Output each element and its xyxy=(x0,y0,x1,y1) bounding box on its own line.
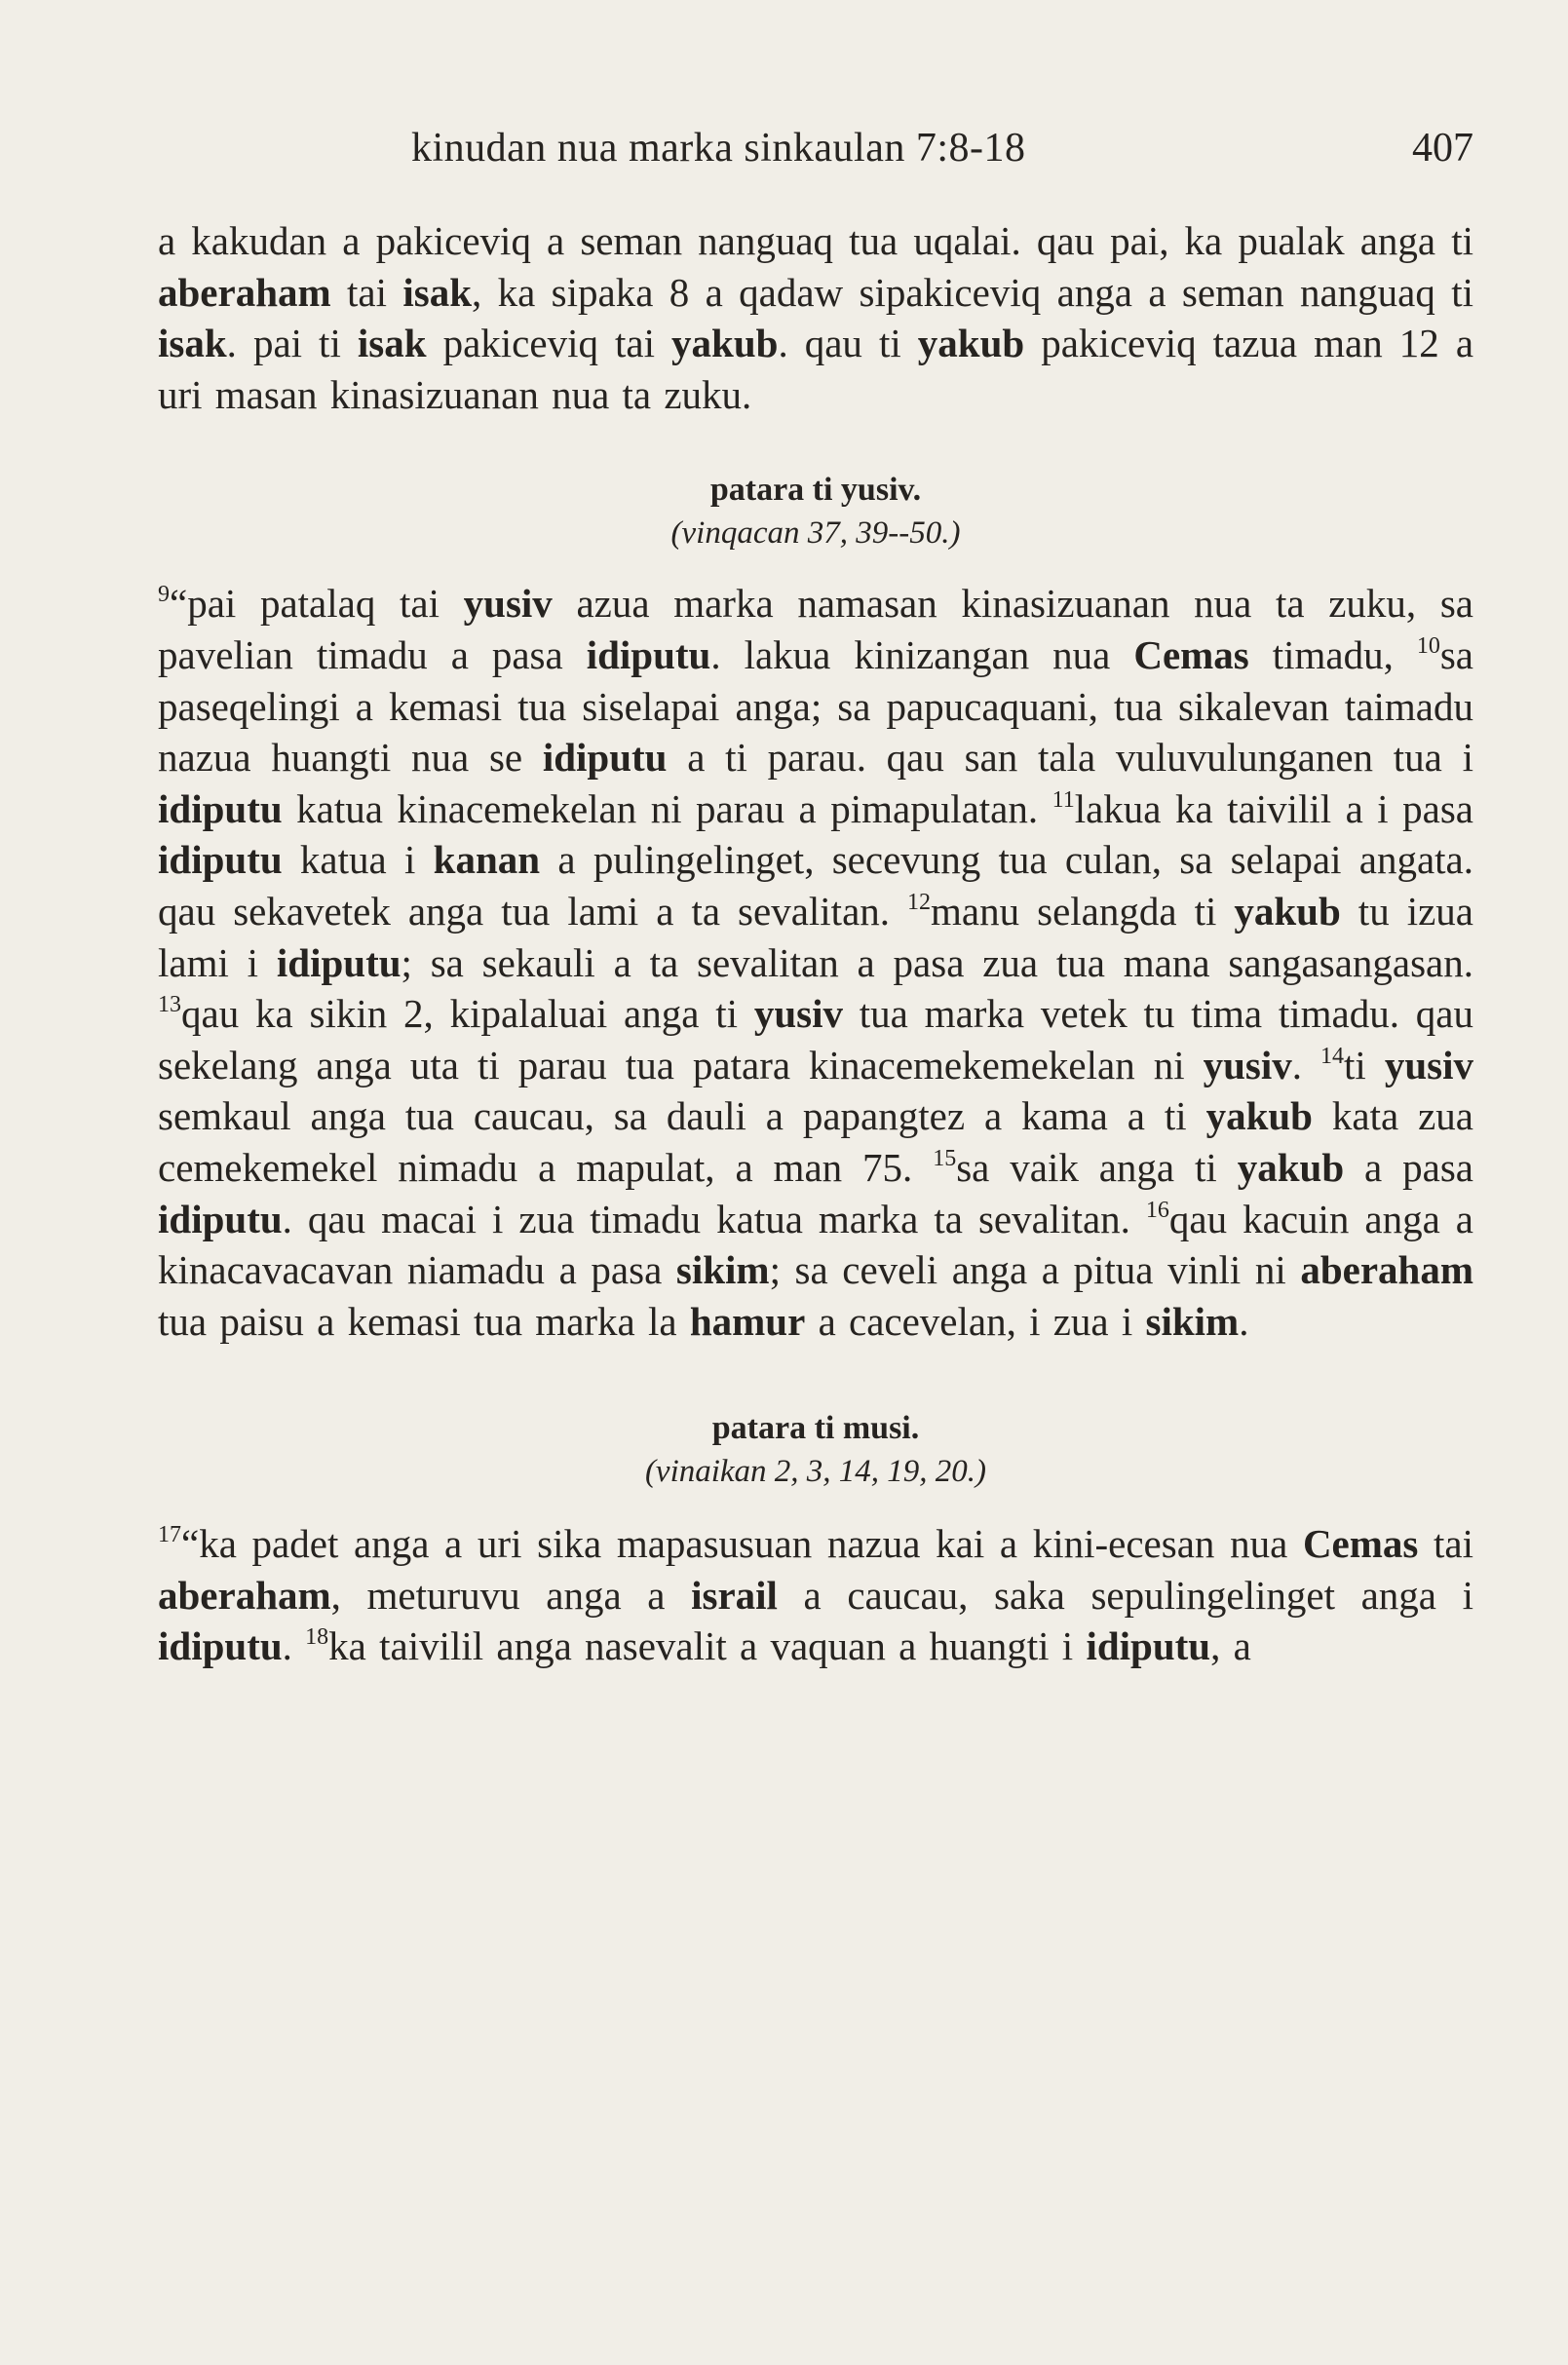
verse-number: 15 xyxy=(933,1145,957,1171)
bold-name: yusiv xyxy=(1384,1042,1473,1087)
bold-name: hamur xyxy=(689,1298,806,1344)
verse-text: qau kacuin anga a kinacavacavan niamadu a pasa xyxy=(158,1196,1473,1293)
verse-number: 11 xyxy=(1052,786,1075,813)
verse-text: a pulingelinget, secevung tua culan, sa selapai angata. qau sekavetek anga tua lami a ta sevalitan. xyxy=(158,837,1473,934)
verse-text: . lakua kinizangan nua xyxy=(710,631,1134,677)
verse-text: tua marka vetek tu tima timadu. qau sekelang anga uta ti parau tua patara kinacemekemekelan ni xyxy=(158,991,1473,1087)
section-title: patara ti yusiv. xyxy=(709,472,922,509)
verse-text: . qau ti xyxy=(778,321,918,366)
section-heading xyxy=(158,469,1473,554)
bold-name: idiputu xyxy=(1086,1623,1211,1669)
bold-name: yusiv xyxy=(753,991,843,1037)
scripture-page xyxy=(158,105,1473,1672)
verse-text: azua marka namasan kinasizuanan nua ta zuku, sa pavelian timadu a pasa xyxy=(158,581,1473,677)
verse-text: sa paseqelingi a kemasi tua siselapai anga; sa papucaquani, tua sikalevan taimadu nazua huangti nua se xyxy=(158,631,1473,781)
verse-text: . xyxy=(1239,1298,1249,1344)
verse-text: “ka padet anga a uri sika mapasusuan nazua kai a kini-ecesan nua xyxy=(181,1521,1303,1567)
section-heading xyxy=(158,1407,1473,1493)
bold-name: yusiv xyxy=(463,581,553,627)
verse-number: 14 xyxy=(1320,1043,1345,1069)
verse-text: ti xyxy=(1344,1042,1385,1087)
bold-name: idiputu xyxy=(276,939,402,985)
verse-text: ka taivilil anga nasevalit a vaquan a huangti i xyxy=(328,1623,1087,1669)
verse-text: ; sa ceveli anga a pitua vinli ni xyxy=(769,1247,1301,1293)
verse-text: a caucau, saka sepulingelinget anga i xyxy=(777,1572,1473,1618)
bold-name: sikim xyxy=(675,1247,770,1293)
verse-text: semkaul anga tua caucau, sa dauli a papangtez a kama a ti xyxy=(158,1093,1206,1139)
bold-name: yakub xyxy=(1205,1093,1313,1139)
bold-name: isak xyxy=(357,321,427,366)
verse-text: tai xyxy=(330,269,403,315)
verse-number: 17 xyxy=(158,1522,181,1548)
verse-paragraph xyxy=(158,1518,1473,1672)
verse-paragraph xyxy=(158,578,1473,1347)
verse-paragraph xyxy=(158,215,1473,420)
verse-text: “pai patalaq tai xyxy=(170,581,464,627)
verse-number: 10 xyxy=(1416,632,1440,659)
verse-text: timadu, xyxy=(1248,631,1417,677)
bold-name: idiputu xyxy=(158,1196,283,1241)
section-title: patara ti musi. xyxy=(711,1410,920,1447)
running-head xyxy=(158,105,1473,198)
bold-name: yakub xyxy=(917,321,1025,366)
verse-text: ; sa sekauli a ta sevalitan a pasa zua tua mana sangasangasan. xyxy=(401,939,1473,985)
bold-name: idiputu xyxy=(158,837,283,883)
verse-text: a ti parau. qau san tala vuluvulunganen tua i xyxy=(667,735,1473,781)
bold-name: isak xyxy=(158,321,227,366)
bold-name: aberaham xyxy=(158,1572,331,1618)
verse-text: , a xyxy=(1210,1623,1251,1669)
bold-name: idiputu xyxy=(158,1623,283,1669)
verse-number: 12 xyxy=(907,889,932,915)
verse-text: a kakudan a pakiceviq a seman nanguaq tua uqalai. qau pai, ka pualak anga ti xyxy=(158,218,1473,263)
running-head-title: kinudan nua marka sinkaulan 7:8-18 xyxy=(411,126,1026,171)
bold-name: aberaham xyxy=(1300,1247,1473,1293)
bold-name: kanan xyxy=(433,837,541,883)
bold-name: sikim xyxy=(1145,1298,1240,1344)
verse-text: pakiceviq tai xyxy=(426,321,672,366)
bold-name: israil xyxy=(691,1572,778,1618)
page-number: 407 xyxy=(1412,126,1473,171)
verse-text: . pai ti xyxy=(226,321,358,366)
verse-text: sa vaik anga ti xyxy=(956,1144,1238,1190)
section-reference: (vinaikan 2, 3, 14, 19, 20.) xyxy=(644,1454,987,1490)
verse-number: 13 xyxy=(158,992,181,1018)
verse-text: . xyxy=(282,1623,306,1669)
verse-text: a cacevelan, i zua i xyxy=(805,1298,1146,1344)
verse-number: 16 xyxy=(1145,1197,1169,1223)
bold-name: yakub xyxy=(1234,888,1341,934)
verse-text: lakua ka taivilil a i pasa xyxy=(1074,785,1473,831)
section-reference: (vinqacan 37, 39--50.) xyxy=(670,515,961,552)
bold-name: isak xyxy=(402,269,472,315)
bold-name: idiputu xyxy=(542,735,668,781)
verse-text: kata zua cemekemekel nimadu a mapulat, a man 75. xyxy=(158,1093,1474,1190)
verse-text: . xyxy=(1291,1042,1321,1087)
bold-name: yakub xyxy=(671,321,779,366)
verse-text: tua paisu a kemasi tua marka la xyxy=(158,1298,690,1344)
verse-text: , ka sipaka 8 a qadaw sipakiceviq anga a seman nanguaq ti xyxy=(472,269,1473,315)
bold-name: Cemas xyxy=(1133,631,1249,677)
verse-text: tai xyxy=(1418,1521,1473,1567)
verse-text: manu selangda ti xyxy=(931,888,1235,934)
verse-text: a pasa xyxy=(1344,1144,1473,1190)
verse-text: katua i xyxy=(282,837,434,883)
bold-name: aberaham xyxy=(158,269,331,315)
bold-name: yusiv xyxy=(1203,1042,1292,1087)
verse-number: 18 xyxy=(305,1624,329,1651)
bold-name: Cemas xyxy=(1302,1521,1419,1567)
verse-text: tu izua lami i xyxy=(158,888,1473,985)
bold-name: yakub xyxy=(1237,1144,1345,1190)
verse-text: pakiceviq tazua man 12 a uri masan kinasizuanan nua ta zuku. xyxy=(158,321,1474,417)
bold-name: idiputu xyxy=(586,631,711,677)
verse-text: qau ka sikin 2, kipalaluai anga ti xyxy=(181,991,754,1037)
verse-text: , meturuvu anga a xyxy=(330,1572,692,1618)
verse-text: . qau macai i zua timadu katua marka ta sevalitan. xyxy=(282,1196,1146,1241)
verse-text: katua kinacemekelan ni parau a pimapulatan. xyxy=(282,785,1052,831)
verse-number: 9 xyxy=(158,582,170,608)
bold-name: idiputu xyxy=(158,785,283,831)
